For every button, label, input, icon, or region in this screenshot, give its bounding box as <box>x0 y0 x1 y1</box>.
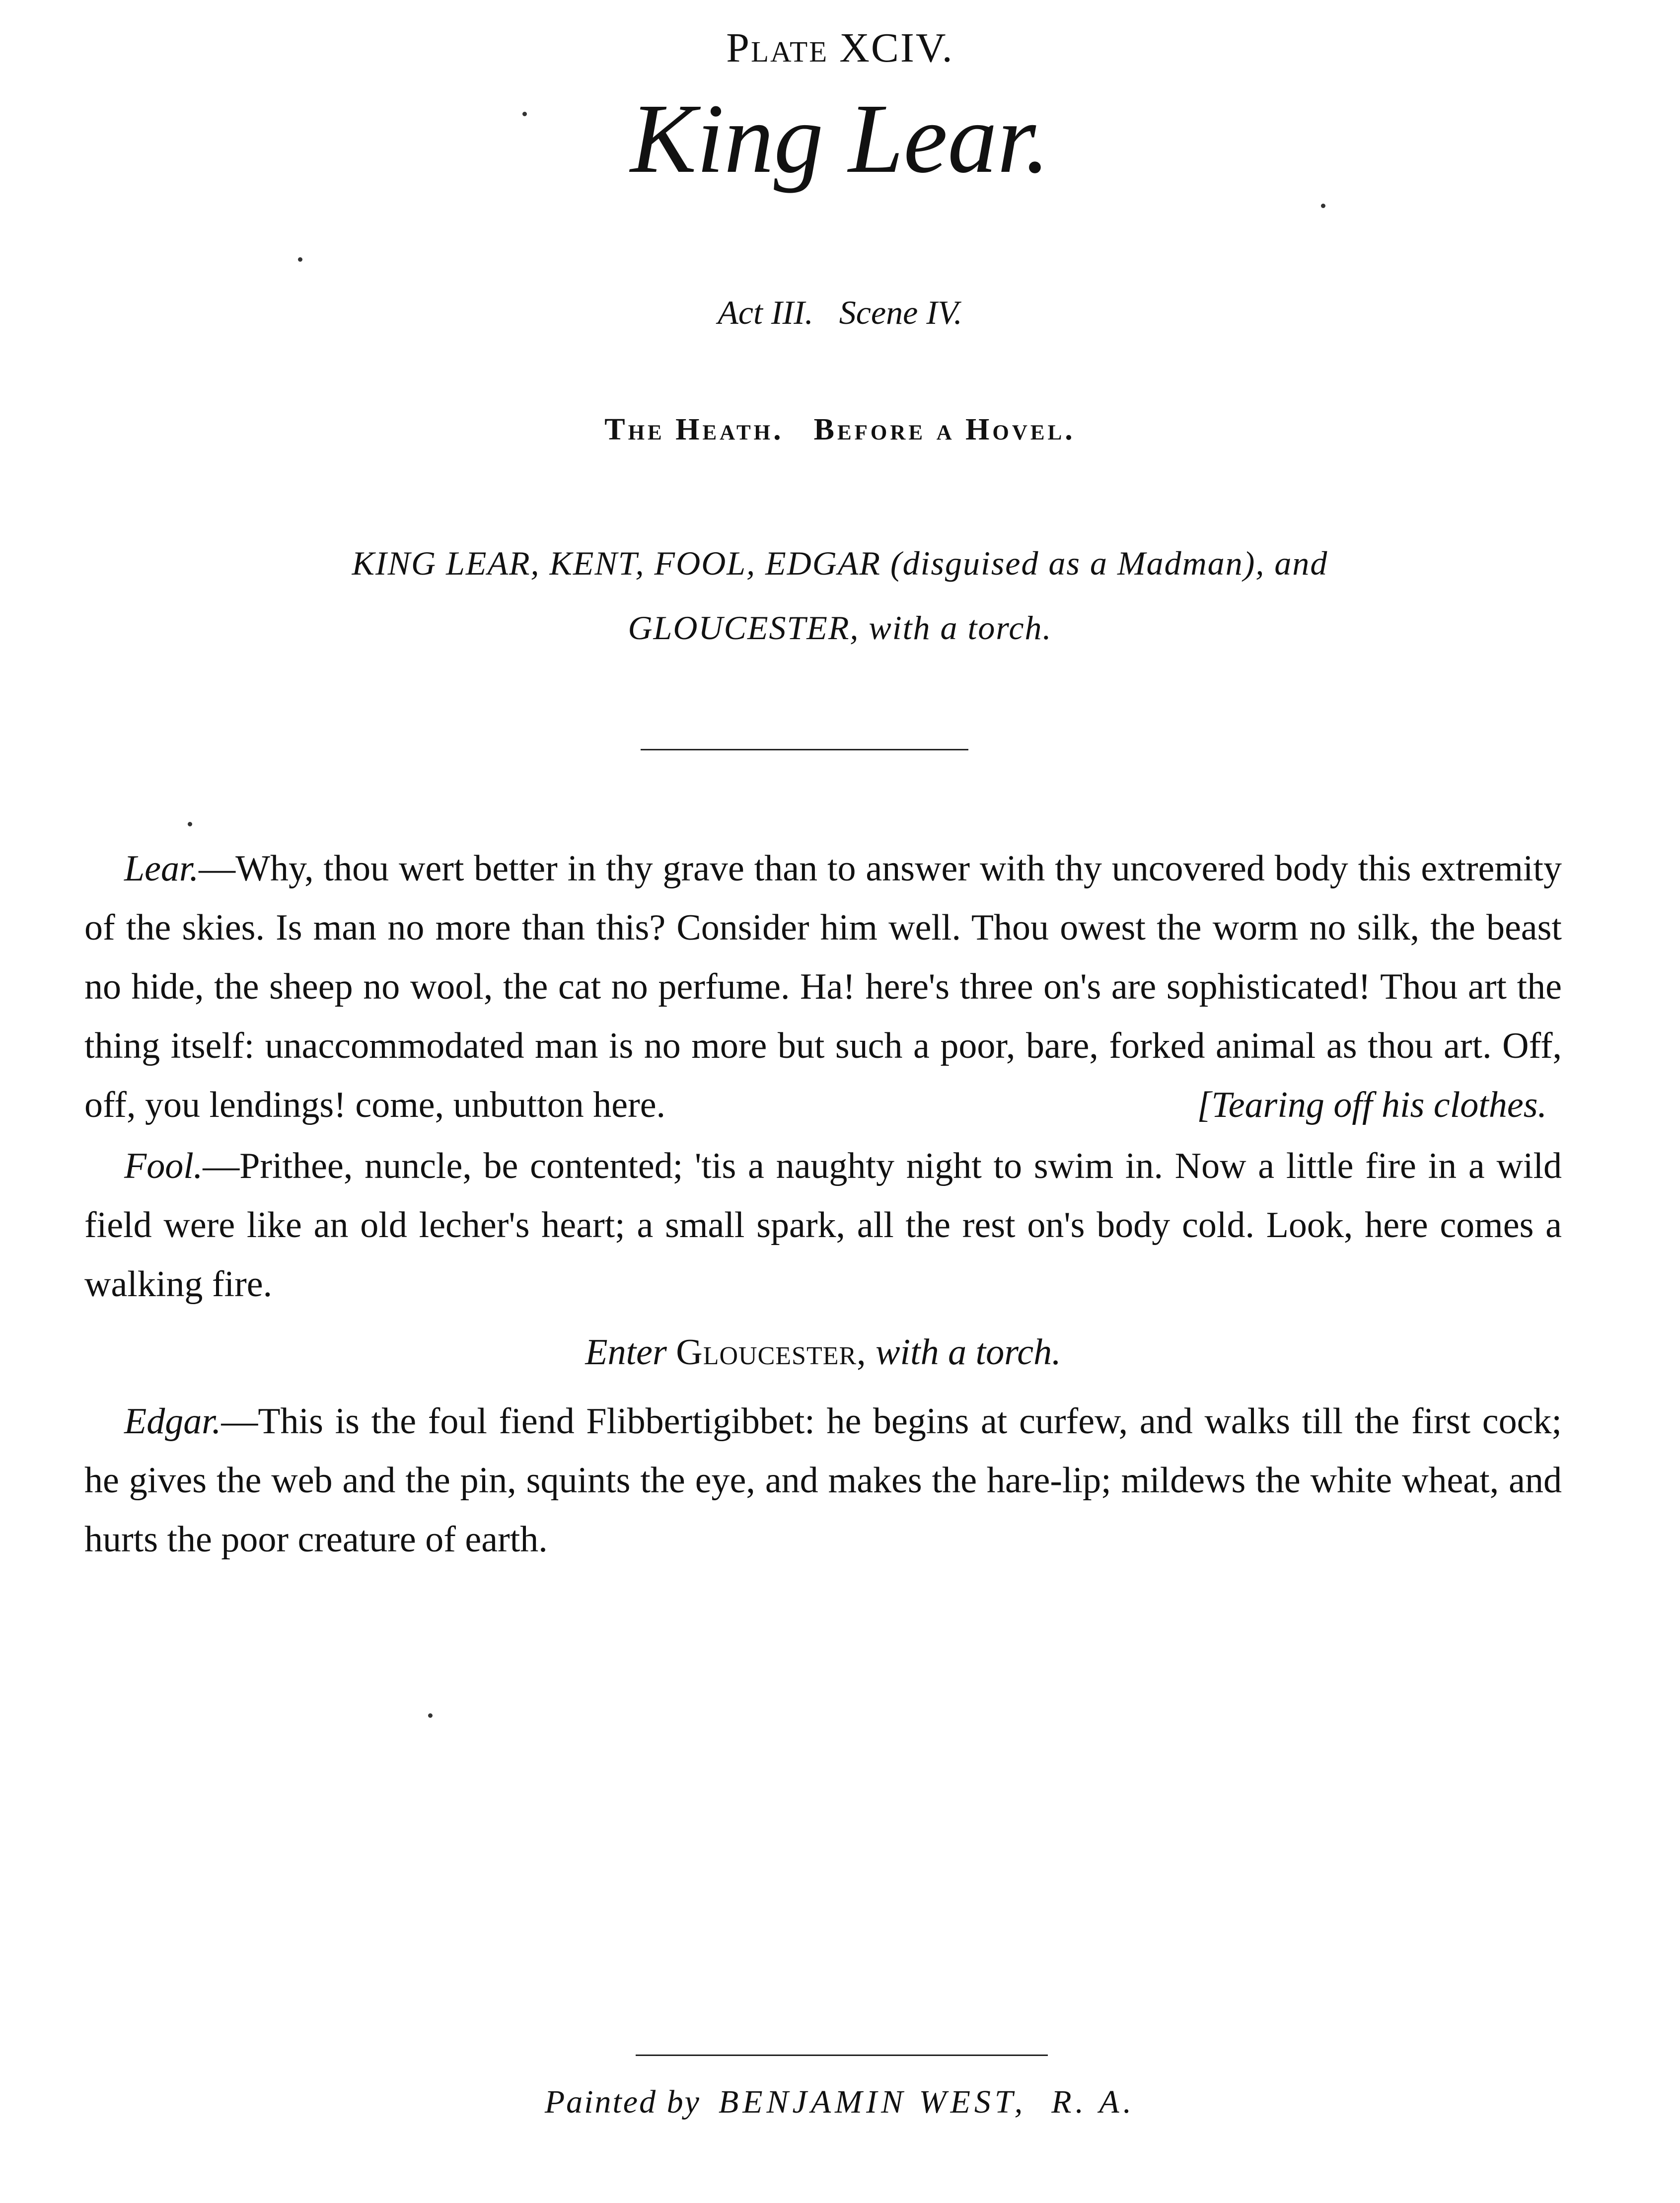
lear-paragraph <box>84 839 1562 1135</box>
enter-name: Gloucester, <box>676 1332 867 1373</box>
plate-label: Plate <box>726 25 829 71</box>
dialogue-text <box>84 839 1562 1571</box>
lear-speech: —Why, thou wert better in thy grave than to answer with thy uncovered body this extremity of the skies. Is man no more than this? Consider him well. Thou owest the worm no silk, the beast no hide, the sheep no wool, the cat no perfume. Ha! here's three on's are sophisticated! Thou art the thing itself: unaccommodated man is no more but such a poor, bare, forked animal as thou art. Off, off, you lendings! come, unbutton here. <box>84 848 1562 1125</box>
plate-heading <box>0 24 1680 72</box>
scene-label: Scene IV. <box>839 294 962 331</box>
characters-line-2: GLOUCESTER, with a torch. <box>628 609 1052 647</box>
plate-number: XCIV. <box>839 25 954 71</box>
stage-direction-lear: [Tearing off his clothes. <box>1197 1085 1547 1125</box>
edgar-speech: —This is the foul fiend Flibbertigibbet: he begins at curfew, and walks till the first cock; he gives the web and the pin, squints the eye, and makes the hare-lip; mildews the white wheat, and hurts the poor creature of earth. <box>84 1401 1562 1560</box>
enter-word: Enter <box>585 1332 667 1373</box>
painter-name: BENJAMIN WEST, <box>718 2084 1027 2120</box>
divider-rule-top <box>641 749 968 750</box>
act-label: Act III. <box>718 294 813 331</box>
fool-paragraph <box>84 1137 1562 1314</box>
act-scene <box>0 293 1680 332</box>
paper-speck <box>428 1713 433 1718</box>
paper-speck <box>522 112 527 116</box>
speaker-edgar: Edgar. <box>124 1401 221 1442</box>
divider-rule-bottom <box>636 2055 1048 2056</box>
paper-speck <box>298 257 302 262</box>
paper-speck <box>1321 204 1325 208</box>
location-part-2: Before a Hovel. <box>813 413 1076 446</box>
enter-rest: with a torch. <box>876 1332 1061 1373</box>
page-title: King Lear. <box>630 84 1050 194</box>
painter-credit <box>0 2083 1680 2121</box>
painter-suffix: R. A. <box>1051 2084 1136 2120</box>
scene-location <box>0 412 1680 447</box>
painted-by-label: Painted by <box>544 2084 701 2120</box>
speaker-fool: Fool. <box>124 1146 203 1186</box>
speaker-lear: Lear. <box>124 848 199 889</box>
location-part-1: The Heath. <box>604 413 784 446</box>
stage-direction-enter <box>84 1323 1562 1382</box>
fool-speech: —Prithee, nuncle, be contented; 'tis a naughty night to swim in. Now a little fire in a wild field were like an old lecher's heart; a small spark, all the rest on's body cold. Look, here comes a walking fire. <box>84 1146 1562 1305</box>
edgar-paragraph <box>84 1392 1562 1569</box>
paper-speck <box>188 822 192 826</box>
characters-line-1: KING LEAR, KENT, FOOL, EDGAR (disguised as a Madman), and <box>352 544 1328 582</box>
